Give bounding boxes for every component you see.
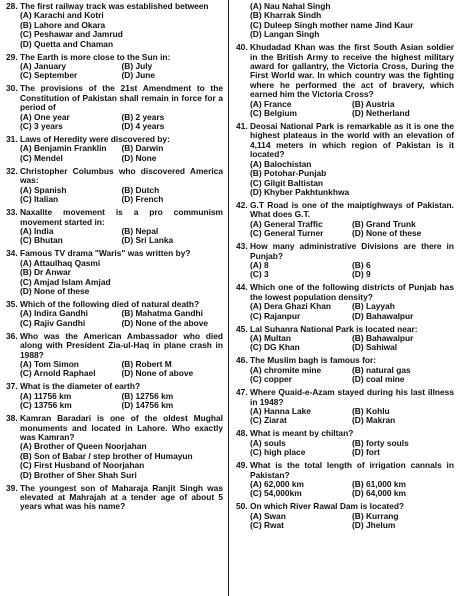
question-header — [6, 414, 223, 442]
question-item — [236, 429, 454, 457]
question-text: Which of the following died of natural death? — [20, 298, 200, 309]
option-row — [250, 270, 454, 279]
question-item — [6, 414, 223, 480]
option-row — [20, 401, 223, 410]
answer-option: (A) Nau Nahal Singh — [250, 1, 331, 11]
question-number: 39. — [6, 482, 18, 493]
question-text: On which River Rawal Dam is located? — [250, 501, 405, 512]
question-item — [236, 502, 454, 530]
answer-option: (B) Son of Babar / step brother of Humayun — [20, 450, 193, 461]
question-item — [236, 242, 454, 280]
answer-option: (C) Rajiv Gandhi — [20, 317, 86, 328]
question-text: The first railway track was established between — [20, 1, 209, 11]
question-text: Deosai National Park is remarkable as it is one the highest plateaus in the world with an elevation of 4,114 meters in which region of Pakistan is it located? — [250, 121, 454, 160]
answer-option: (C) Gilgit Baltistan — [250, 177, 324, 188]
column-divider — [228, 0, 229, 596]
answer-option: (C) 54,000km — [250, 488, 302, 499]
options-list — [6, 259, 223, 297]
answer-option: (D) Netherland — [352, 108, 410, 119]
option-row — [250, 109, 454, 118]
answer-option: (B) natural gas — [352, 364, 411, 375]
answer-option: (C) General Turner — [250, 228, 324, 239]
answer-option: (C) First Husband of Noorjahan — [20, 460, 145, 471]
question-number: 36. — [6, 330, 18, 341]
answer-option: (A) France — [250, 98, 292, 109]
question-header — [236, 388, 454, 407]
question-item — [6, 484, 223, 512]
question-number: 33. — [6, 207, 18, 218]
question-text: G.T Road is one of the maiptighways of Pakistan. What does G.T. — [250, 199, 454, 220]
question-number: 42. — [236, 199, 248, 210]
option-row — [20, 287, 223, 296]
answer-option: (B) Austria — [352, 98, 395, 109]
question-header — [236, 122, 454, 160]
question-number: 32. — [6, 165, 18, 176]
option-row — [250, 416, 454, 425]
answer-option: (B) 12756 km — [121, 390, 174, 401]
question-number: 50. — [236, 501, 248, 512]
question-text: Khudadad Khan was the first South Asian soldier in the British Army to receive the highest military award for gallantry, the Victoria Cross, During the First World war. In which country was the fighting where he performed the act of bravery, which earned him the Victoria Cross? — [250, 42, 454, 100]
question-text: What is the diameter of earth? — [20, 381, 141, 392]
answer-option: (C) Belgium — [250, 108, 297, 119]
answer-option: (D) None of these — [352, 228, 422, 239]
options-list — [236, 100, 454, 119]
question-text: Laws of Heredity were discovered by: — [20, 134, 170, 145]
answer-option: (C) DG Khan — [250, 342, 300, 353]
options-list — [236, 334, 454, 353]
question-number: 37. — [6, 381, 18, 392]
option-row — [20, 154, 223, 163]
answer-option: (B) 6 — [352, 259, 371, 270]
question-header — [6, 84, 223, 112]
question-item — [236, 122, 454, 197]
answer-option: (D) June — [121, 70, 155, 81]
question-text: Lal Suhanra National Park is located near: — [250, 323, 418, 334]
option-row — [20, 195, 223, 204]
answer-option: (B) Kharrak Sindh — [250, 10, 322, 21]
question-text: What is the total length of irrigation cannals in Pakistan? — [250, 460, 454, 480]
answer-option: (B) Darwin — [121, 143, 164, 154]
answer-option: (A) Multan — [250, 332, 291, 343]
question-item — [236, 461, 454, 499]
option-row — [250, 30, 454, 39]
answer-option: (C) 3 — [250, 269, 269, 280]
question-item — [6, 249, 223, 296]
question-item — [236, 201, 454, 239]
question-header — [236, 283, 454, 302]
options-list — [236, 407, 454, 426]
question-text: Who was the American Ambassador who died along with President Zia-ul-Haq in plane crash in 1988? — [20, 330, 223, 360]
answer-option: (B) Potohar-Punjab — [250, 168, 327, 179]
question-text: Famous TV drama "Waris" was written by? — [20, 248, 191, 259]
answer-option: (C) Peshawar and Jamrud — [20, 29, 123, 40]
question-item — [6, 2, 223, 49]
question-text: Which one of the following districts of Punjab has the lowest population density? — [250, 282, 454, 302]
answer-option: (A) Balochistan — [250, 158, 312, 169]
option-row — [20, 369, 223, 378]
answer-option: (B) Grand Trunk — [352, 218, 416, 229]
answer-option: (A) Swan — [250, 510, 286, 521]
question-number: 48. — [236, 428, 248, 439]
answer-option: (C) 3 years — [20, 121, 63, 132]
answer-option: (A) One year — [20, 111, 70, 122]
question-item — [6, 208, 223, 246]
question-item — [6, 332, 223, 379]
question-number: 29. — [6, 51, 18, 62]
answer-option: (A) Benjamin Franklin — [20, 143, 107, 154]
answer-option: (B) Dr Anwar — [20, 267, 71, 278]
question-item — [6, 167, 223, 205]
answer-option: (B) Robert M — [121, 358, 172, 369]
question-header — [236, 43, 454, 99]
question-item — [6, 300, 223, 328]
answer-option: (A) 62,000 km — [250, 479, 304, 490]
options-list — [6, 392, 223, 411]
right-column — [236, 2, 454, 534]
options-list — [6, 62, 223, 81]
answer-option: (B) Bahawalpur — [352, 332, 414, 343]
answer-option: (A) Karachi and Kotri — [20, 10, 104, 21]
question-number: 46. — [236, 355, 248, 366]
question-item — [236, 283, 454, 321]
question-number: 31. — [6, 134, 18, 145]
options-list — [236, 439, 454, 458]
option-row — [250, 229, 454, 238]
answer-option: (A) Attaulhaq Qasmi — [20, 257, 101, 268]
question-header — [6, 167, 223, 186]
answer-option: (D) Brother of Sher Shah Suri — [20, 469, 137, 480]
answer-option: (B) forty souls — [352, 437, 409, 448]
question-header — [236, 242, 454, 261]
answer-option: (D) Sri Lanka — [121, 235, 174, 246]
question-text: The youngest son of Maharaja Ranjit Singh was elevated at Mahrajah at a tender age of about 5 years what was his name? — [20, 482, 223, 512]
option-row — [20, 71, 223, 80]
answer-option: (C) Amjad Islam Amjad — [20, 276, 111, 287]
answer-option: (D) 9 — [352, 269, 371, 280]
question-header — [6, 208, 223, 227]
options-list — [236, 2, 454, 40]
answer-option: (B) 2 years — [121, 111, 165, 122]
question-text: Where Quaid-e-Azam stayed during his last illness in 1948? — [250, 387, 454, 407]
question-item — [6, 135, 223, 163]
answer-option: (A) General Traffic — [250, 218, 323, 229]
options-list — [236, 512, 454, 531]
answer-option: (D) Makran — [352, 415, 396, 426]
answer-option: (A) souls — [250, 437, 286, 448]
question-number: 40. — [236, 42, 248, 53]
option-row — [20, 471, 223, 480]
option-row — [20, 122, 223, 131]
question-item — [236, 325, 454, 353]
answer-option: (B) July — [121, 61, 153, 72]
question-text: Kamran Baradari is one of the oldest Mughal monuments and located in Lahore. Who exactly was Kamran? — [20, 413, 223, 442]
answer-option: (A) Dera Ghazi Khan — [250, 301, 331, 312]
answer-option: (D) French — [121, 194, 164, 205]
option-row — [250, 489, 454, 498]
option-row — [250, 188, 454, 197]
options-list — [6, 186, 223, 205]
answer-option: (B) 61,000 km — [352, 479, 406, 490]
question-number: 41. — [236, 121, 248, 132]
question-item — [236, 43, 454, 118]
answer-option: (D) None — [121, 152, 157, 163]
question-number: 28. — [6, 1, 18, 11]
question-item — [236, 388, 454, 426]
answer-option: (C) September — [20, 70, 78, 81]
options-list — [6, 442, 223, 480]
question-number: 30. — [6, 83, 18, 94]
options-list — [6, 360, 223, 379]
answer-option: (B) Dutch — [121, 184, 160, 195]
answer-option: (A) Indira Gandhi — [20, 308, 88, 319]
answer-option: (D) fort — [352, 447, 380, 458]
option-row — [250, 343, 454, 352]
options-list — [236, 220, 454, 239]
question-header — [6, 484, 223, 512]
question-header — [236, 461, 454, 480]
question-item — [6, 84, 223, 131]
question-header — [6, 332, 223, 360]
answer-option: (D) Quetta and Chaman — [20, 38, 114, 49]
answer-option: (B) Nepal — [121, 225, 159, 236]
option-row — [250, 375, 454, 384]
question-number: 47. — [236, 387, 248, 398]
options-list — [6, 113, 223, 132]
left-column — [6, 2, 223, 515]
question-text: Naxalite movement is a pro communism movement started in: — [20, 207, 223, 227]
options-list — [6, 227, 223, 246]
question-number: 45. — [236, 323, 248, 334]
answer-option: (A) 8 — [250, 259, 269, 270]
options-list — [236, 160, 454, 198]
answer-option: (C) Rajanpur — [250, 310, 301, 321]
answer-option: (D) 64,000 km — [352, 488, 406, 499]
answer-option: (A) India — [20, 225, 54, 236]
answer-option: (D) Sahiwal — [352, 342, 398, 353]
option-row — [20, 40, 223, 49]
answer-option: (A) Spanish — [20, 184, 67, 195]
answer-option: (A) Tom Simon — [20, 358, 79, 369]
question-number: 43. — [236, 241, 248, 252]
question-header — [236, 201, 454, 220]
options-list — [6, 144, 223, 163]
answer-option: (D) Jhelum — [352, 520, 396, 531]
question-item — [6, 382, 223, 410]
answer-option: (C) Ziarat — [250, 415, 287, 426]
answer-option: (B) Layyah — [352, 301, 395, 312]
answer-option: (A) Brother of Queen Noorjahan — [20, 441, 147, 452]
answer-option: (B) Lahore and Okara — [20, 19, 106, 30]
options-list — [236, 261, 454, 280]
answer-option: (C) high place — [250, 447, 306, 458]
question-number: 44. — [236, 282, 248, 293]
option-row — [20, 236, 223, 245]
question-number: 49. — [236, 460, 248, 471]
options-list — [6, 309, 223, 328]
answer-option: (C) Rwat — [250, 520, 284, 531]
answer-option: (C) 13756 km — [20, 400, 72, 411]
answer-option: (D) 4 years — [121, 121, 165, 132]
answer-option: (A) Hanna Lake — [250, 406, 311, 416]
question-text: The Muslim bagh is famous for: — [250, 355, 377, 366]
answer-option: (C) Arnold Raphael — [20, 368, 96, 379]
answer-option: (D) 14756 km — [121, 400, 174, 411]
question-text: What is meant by chiltan? — [250, 428, 354, 439]
options-list — [236, 480, 454, 499]
question-item — [6, 53, 223, 81]
answer-option: (B) Kurrang — [352, 510, 399, 521]
option-row — [250, 521, 454, 530]
question-item — [236, 2, 454, 40]
answer-option: (D) Khyber Pakhtunkhwa — [250, 186, 350, 197]
option-row — [250, 448, 454, 457]
answer-option: (B) Kohlu — [352, 406, 390, 416]
question-text: The provisions of the 21st Amendment to the Constitution of Pakistan shall remain in force for a period of — [20, 83, 223, 113]
answer-option: (A) 11756 km — [20, 390, 72, 401]
question-text: Christopher Columbus who discovered America was: — [20, 165, 223, 186]
option-row — [20, 319, 223, 328]
answer-option: (D) coal mine — [352, 374, 405, 385]
answer-option: (C) copper — [250, 374, 292, 385]
question-number: 34. — [6, 248, 18, 259]
answer-option: (C) Italian — [20, 194, 59, 205]
answer-option: (D) Langan Singh — [250, 29, 320, 40]
options-list — [236, 366, 454, 385]
answer-option: (D) None of above — [121, 368, 194, 379]
answer-option: (A) January — [20, 61, 67, 72]
options-list — [236, 302, 454, 321]
answer-option: (D) None of these — [20, 285, 90, 296]
answer-option: (D) Bahawalpur — [352, 310, 414, 321]
answer-option: (C) Bhutan — [20, 235, 63, 246]
question-text: The Earth is more close to the Sun in: — [20, 51, 171, 62]
question-number: 35. — [6, 298, 18, 309]
question-number: 38. — [6, 413, 18, 424]
option-row — [250, 312, 454, 321]
question-item — [236, 356, 454, 384]
question-text: How many administrative Divisions are there in Punjab? — [250, 241, 454, 261]
answer-option: (A) chromite mine — [250, 364, 322, 375]
options-list — [6, 11, 223, 49]
answer-option: (D) None of the above — [121, 317, 209, 328]
answer-option: (C) Duleep Singh mother name Jind Kaur — [250, 19, 414, 30]
answer-option: (C) Mendel — [20, 152, 63, 163]
answer-option: (B) Mahatma Gandhi — [121, 308, 203, 319]
